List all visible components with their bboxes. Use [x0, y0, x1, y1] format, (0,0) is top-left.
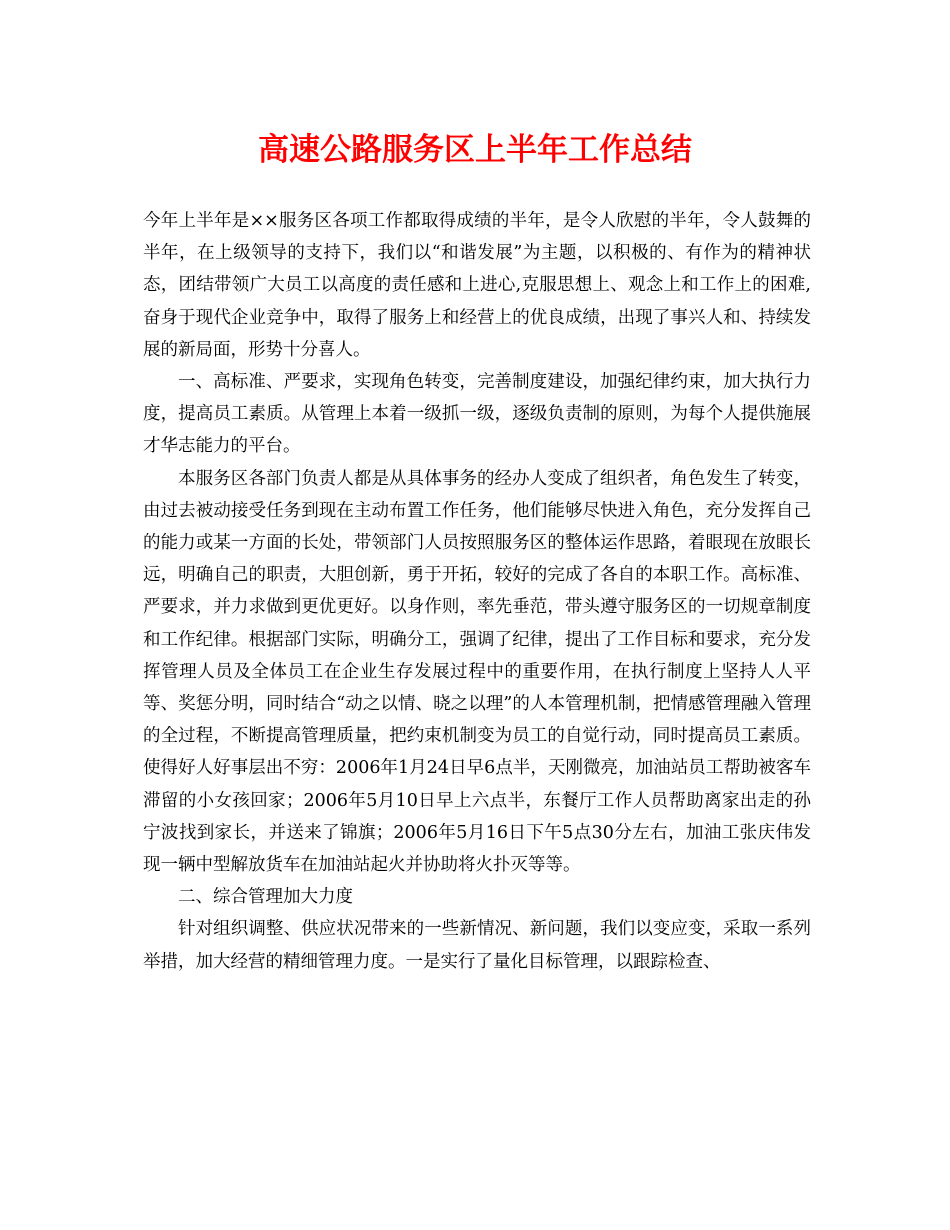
paragraph-section-one: 一、高标准、严要求，实现角色转变，完善制度建设，加强纪律约束，加大执行力度，提高员工素质。从管理上本着一级抓一级，逐级负责制的原则，为每个人提供施展才华志能力的平台。	[143, 372, 811, 457]
document-title: 高速公路服务区上半年工作总结	[258, 132, 692, 168]
paragraph-management-measures: 针对组织调整、供应状况带来的一些新情况、新问题，我们以变应变，采取一系列举措，加大经营的精细管理力度。一是实行了量化目标管理，以跟踪检查、	[143, 919, 811, 972]
paragraph-department-heads: 本服务区各部门负责人都是从具体事务的经办人变成了组织者，角色发生了转变，由过去被动接受任务到现在主动布置工作任务，他们能够尽快进入角色，充分发挥自己的能力或某一方面的长处，带领部门人员按照服务区的整体运作思路，着眼现在放眼长远，明确自己的职责，大胆创新，勇于开拓，较好的完成了各自的本职工作。高标准、严要求，并力求做到更优更好。以身作则，率先垂范，带头遵守服务区的一切规章制度和工作纪律。根据部门实际，明确分工，强调了纪律，提出了工作目标和要求，充分发挥管理人员及全体员工在企业生存发展过程中的重要作用，在执行制度上坚持人人平等、奖惩分明，同时结合“动之以情、晓之以理”的人本管理机制，把情感管理融入管理的全过程，不断提高管理质量，把约束机制变为员工的自觉行动，同时提高员工素质。使得好人好事层出不穷：2006年1月24日早6点半，天刚微亮，加油站员工帮助被客车滞留的小女孩回家；2006年5月10日早上六点半，东餐厅工作人员帮助离家出走的孙宁波找到家长，并送来了锦旗；2006年5月16日下午5点30分左右，加油工张庆伟发现一辆中型解放货车在加油站起火并协助将火扑灭等等。	[143, 468, 811, 876]
document-body	[143, 205, 811, 978]
paragraph-intro: 今年上半年是××服务区各项工作都取得成绩的半年，是令人欣慰的半年，令人鼓舞的半年，在上级领导的支持下，我们以“和谐发展”为主题，以积极的、有作为的精神状态，团结带领广大员工以高度的责任感和上进心,克服思想上、观念上和工作上的困难,奋身于现代企业竞争中，取得了服务上和经营上的优良成绩，出现了事兴人和、持续发展的新局面，形势十分喜人。	[143, 211, 811, 360]
paragraph-section-two-heading: 二、综合管理加大力度	[178, 887, 353, 908]
